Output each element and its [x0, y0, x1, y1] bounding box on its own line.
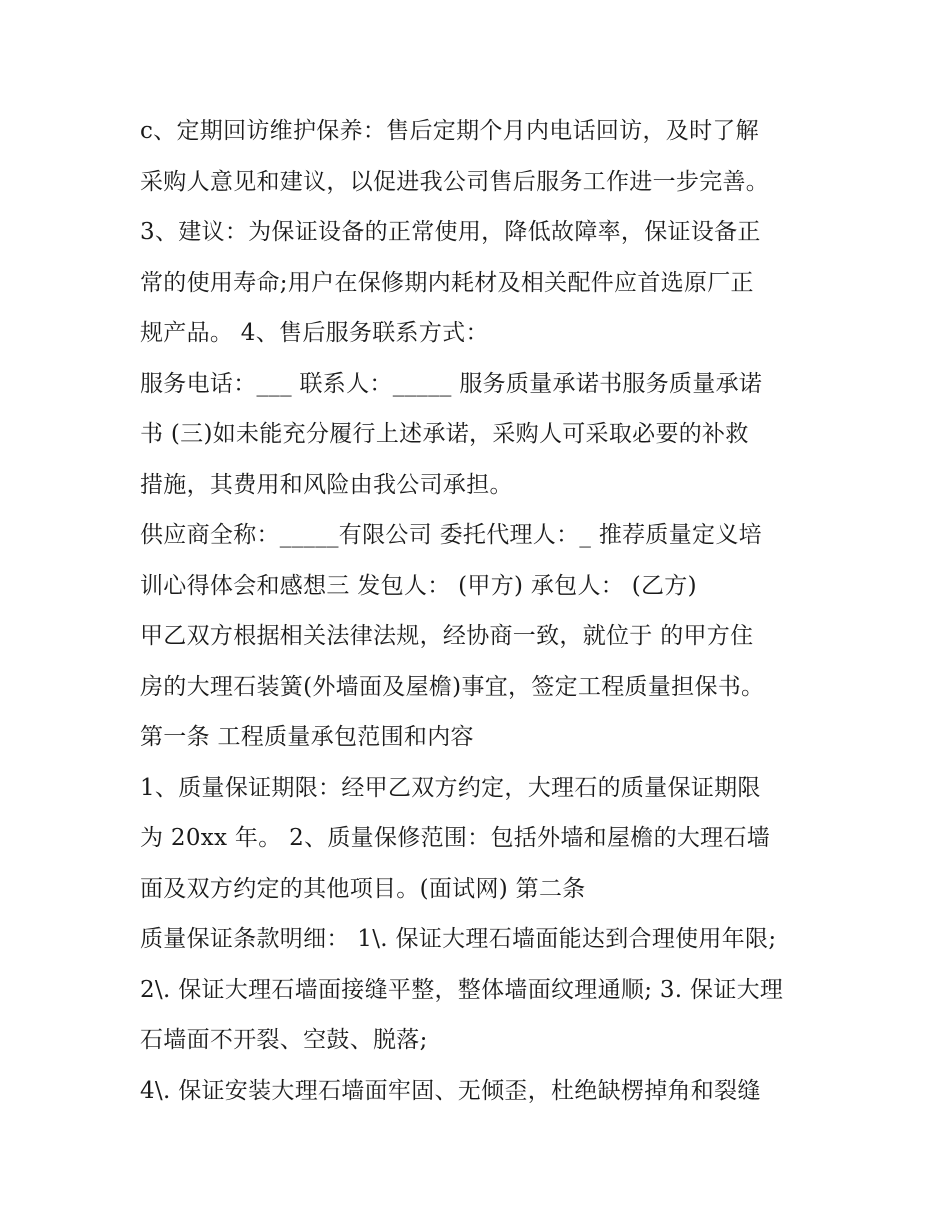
text-line: 服务电话：___ 联系人：_____ 服务质量承诺书服务质量承诺 [140, 370, 763, 397]
section-heading: 第一条 工程质量承包范围和内容 [140, 724, 474, 750]
text-line: 书 (三)如未能充分履行上述承诺，采购人可采取必要的补救 [140, 421, 749, 447]
text-line: 规产品。 4、售后服务联系方式： [140, 320, 489, 346]
text-line: c、定期回访维护保养：售后定期个月内电话回访，及时了解 [140, 118, 759, 144]
text-line: 面及双方约定的其他项目。(面试网) 第二条 [140, 875, 586, 902]
text-line: 4\. 保证安装大理石墙面牢固、无倾歪，杜绝缺楞掉角和裂缝 [140, 1077, 761, 1104]
text-line: 石墙面不开裂、空鼓、脱落; [140, 1027, 428, 1053]
text-line: 2\. 保证大理石墙面接缝平整，整体墙面纹理通顺; 3. 保证大理 [140, 976, 784, 1003]
text-line: 1、质量保证期限：经甲乙双方约定，大理石的质量保证期限 [140, 774, 761, 801]
text-line: 供应商全称：_____有限公司 委托代理人：_ 推荐质量定义培 [140, 522, 762, 548]
text-line: 常的使用寿命;用户在保修期内耗材及相关配件应首选原厂正 [140, 269, 754, 296]
text-line: 为 20xx 年。 2、质量保修范围：包括外墙和屋檐的大理石墙 [140, 825, 771, 851]
text-line: 3、建议：为保证设备的正常使用，降低故障率，保证设备正 [140, 219, 761, 245]
document-body [140, 106, 820, 1116]
text-line: 措施，其费用和风险由我公司承担。 [140, 471, 513, 498]
text-line: 质量保证条款明细： 1\. 保证大理石墙面能达到合理使用年限; [140, 926, 777, 952]
text-line: 房的大理石装簧(外墙面及屋檐)事宜，签定工程质量担保书。 [140, 673, 765, 700]
text-line: 采购人意见和建议，以促进我公司售后服务工作进一步完善。 [140, 168, 770, 195]
text-line: 甲乙双方根据相关法律法规，经协商一致，就位于 的甲方住 [140, 623, 754, 649]
text-line: 训心得体会和感想三 发包人： (甲方) 承包人： (乙方) [140, 572, 697, 599]
